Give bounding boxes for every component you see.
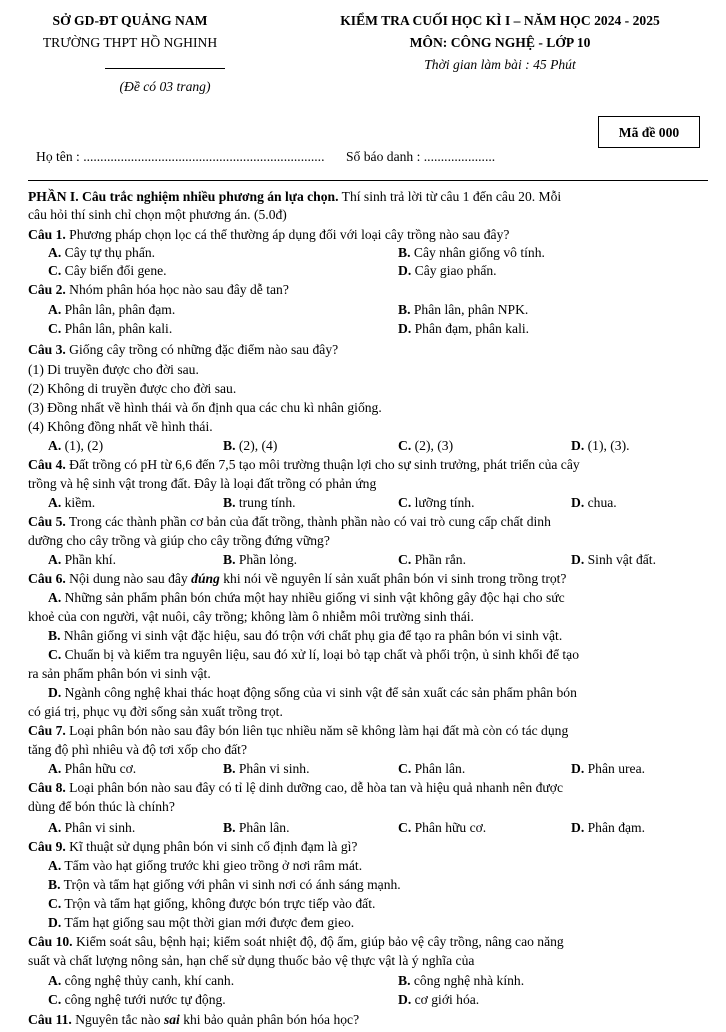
school-name: TRƯỜNG THPT HỒ NGHINH: [42, 35, 218, 50]
question-number: Câu 1.: [28, 227, 66, 242]
option-a: A. Phân lân, phân đạm.: [48, 302, 176, 317]
emphasis-word: đúng: [191, 571, 220, 586]
option-a: A. (1), (2): [48, 438, 104, 453]
question-number: Câu 3.: [28, 342, 66, 357]
option-a: A. Tẩm vào hạt giống trước khi gieo trồng ở nơi râm mát.: [48, 858, 363, 873]
student-id-field: Số báo danh : .....................: [346, 149, 496, 164]
exam-code-box: [598, 116, 700, 148]
subject-title: MÔN: CÔNG NGHỆ - LỚP 10: [409, 35, 591, 50]
statement-4: (4) Không đồng nhất về hình thái.: [28, 419, 213, 434]
option-d: D. Ngành công nghệ khai thác hoạt động sống của vi sinh vật để sản xuất các sản phẩm phân bón: [48, 685, 577, 700]
question-9: [28, 838, 708, 855]
option-d: D. Cây giao phấn.: [398, 263, 497, 278]
question-7: [28, 722, 708, 739]
option-c: C. Phần rắn.: [398, 552, 466, 567]
question-4-line2: trồng và hệ sinh vật trong đất. Đây là loại đất trồng có phản ứng: [28, 476, 377, 491]
option-a: A. công nghệ thủy canh, khí canh.: [48, 973, 235, 988]
statement-2: (2) Không di truyền được cho đời sau.: [28, 381, 237, 396]
header-divider: [105, 68, 225, 69]
option-b: B. Phần lỏng.: [223, 552, 298, 567]
option-b: B. trung tính.: [223, 495, 296, 510]
question-number: Câu 7.: [28, 723, 66, 738]
question-text: Đất trồng có pH từ 6,6 đến 7,5 tạo môi trường thuận lợi cho sự sinh trưởng, phát triển của cây: [65, 457, 580, 472]
option-c: C. Phân lân.: [398, 761, 466, 776]
student-name-field: Họ tên : .......................................................................: [36, 149, 325, 164]
option-b: B. Nhân giống vi sinh vật đặc hiệu, sau đó trộn với chất phụ gia để tạo ra phân bón vi sinh vật.: [48, 628, 563, 643]
question-3: [28, 341, 708, 358]
part1-heading: [28, 188, 708, 205]
option-a: A. kiềm.: [48, 495, 96, 510]
question-text: Giống cây trồng có những đặc điểm nào sau đây?: [65, 342, 339, 357]
question-5: [28, 513, 708, 530]
question-text: Kĩ thuật sử dụng phân bón vi sinh cố định đạm là gì?: [65, 839, 358, 854]
option-a: A. Cây tự thụ phấn.: [48, 245, 156, 260]
question-number: Câu 5.: [28, 514, 66, 529]
option-a: A. Phần khí.: [48, 552, 116, 567]
option-c-line2: ra sản phẩm phân bón vi sinh vật.: [28, 666, 211, 681]
statement-1: (1) Di truyền được cho đời sau.: [28, 362, 199, 377]
option-b: B. Trộn và tẩm hạt giống với phân vi sinh nơi có ánh sáng mạnh.: [48, 877, 401, 892]
question-6: Câu 6. Nội dung nào sau đây đúng khi nói về nguyên lí sản xuất phân bón vi sinh trong trồng trọt?: [28, 571, 567, 586]
option-c: C. lưỡng tính.: [398, 495, 475, 510]
option-d: D. chua.: [571, 495, 617, 510]
statement-3: (3) Đồng nhất về hình thái và ổn định qua các chu kì nhân giống.: [28, 400, 382, 415]
option-b: B. Phân vi sinh.: [223, 761, 310, 776]
option-b: B. Phân lân.: [223, 820, 290, 835]
question-number: Câu 11.: [28, 1012, 72, 1027]
option-c: C. công nghệ tưới nước tự động.: [48, 992, 226, 1007]
option-a: A. Phân hữu cơ.: [48, 761, 137, 776]
page-count-note: (Đề có 03 trang): [119, 79, 211, 94]
option-c: C. Phân lân, phân kali.: [48, 321, 173, 336]
option-a: A. Phân vi sinh.: [48, 820, 136, 835]
option-d: D. cơ giới hóa.: [398, 992, 480, 1007]
question-text: Trong các thành phần cơ bản của đất trồng, thành phần nào có vai trò cung cấp chất dinh: [65, 514, 551, 529]
option-d: D. Phân urea.: [571, 761, 646, 776]
question-text: Loại phân bón nào sau đây có tỉ lệ dinh dưỡng cao, dễ hòa tan và hiệu quả nhanh nên được: [65, 780, 563, 795]
part1-instruction: Thí sinh trả lời từ câu 1 đến câu 20. Mỗi: [338, 189, 562, 204]
option-b: B. (2), (4): [223, 438, 278, 453]
question-2: [28, 281, 708, 298]
option-c: C. Chuẩn bị và kiểm tra nguyên liệu, sau đó xử lí, loại bỏ tạp chất và phối trộn, ủ sinh khối để tạo: [48, 647, 580, 662]
option-d: D. Sinh vật đất.: [571, 552, 656, 567]
question-number: Câu 4.: [28, 457, 66, 472]
option-d: D. Phân đạm.: [571, 820, 646, 835]
question-text: Phương pháp chọn lọc cá thể thường áp dụng đối với loại cây trồng nào sau đây?: [65, 227, 510, 242]
option-d: D. Phân đạm, phân kali.: [398, 321, 530, 336]
emphasis-word: sai: [163, 1012, 180, 1027]
question-10: [28, 933, 708, 950]
question-8-line2: dùng để bón thúc là chính?: [28, 799, 175, 814]
question-5-line2: dưỡng cho cây trồng và giúp cho cây trồng đứng vững?: [28, 533, 330, 548]
question-text: Nhóm phân hóa học nào sau đây dễ tan?: [65, 282, 289, 297]
question-number: Câu 10.: [28, 934, 73, 949]
question-number: Câu 2.: [28, 282, 66, 297]
time-limit: Thời gian làm bài : 45 Phút: [424, 57, 576, 72]
option-b: B. công nghệ nhà kính.: [398, 973, 525, 988]
question-8: [28, 779, 708, 796]
option-c: C. Cây biến đổi gene.: [48, 263, 167, 278]
question-text: Kiểm soát sâu, bệnh hại; kiểm soát nhiệt độ, độ ẩm, giúp bảo vệ cây trồng, nâng cao năng: [72, 934, 564, 949]
option-c: C. Phân hữu cơ.: [398, 820, 487, 835]
option-d-line2: có giá trị, phục vụ đời sống sản xuất trồng trọt.: [28, 704, 283, 719]
question-4: [28, 456, 708, 473]
question-number: Câu 6.: [28, 571, 66, 586]
exam-code: Mã đề 000: [618, 124, 680, 140]
option-d: D. Tẩm hạt giống sau một thời gian mới được đem gieo.: [48, 915, 355, 930]
department-name: SỞ GD-ĐT QUẢNG NAM: [52, 13, 208, 28]
part1-title: PHẦN I. Câu trắc nghiệm nhiều phương án lựa chọn.: [28, 189, 339, 204]
question-11: Câu 11. Nguyên tắc nào sai khi bảo quản phân bón hóa học?: [28, 1012, 360, 1027]
question-7-line2: tăng độ phì nhiêu và độ tơi xốp cho đất?: [28, 742, 247, 757]
question-text: Loại phân bón nào sau đây bón liên tục nhiều năm sẽ không làm hại đất mà còn có tác dụng: [65, 723, 569, 738]
option-a-line2: khoẻ của con người, vật nuôi, cây trồng; không làm ô nhiễm môi trường sinh thái.: [28, 609, 474, 624]
option-b: B. Cây nhân giống vô tính.: [398, 245, 545, 260]
option-d: D. (1), (3).: [571, 438, 630, 453]
exam-title: KIỂM TRA CUỐI HỌC KÌ I – NĂM HỌC 2024 - 2025: [340, 13, 660, 28]
section-divider: [28, 180, 708, 181]
part1-instruction-line2: câu hỏi thí sinh chỉ chọn một phương án. (5.0đ): [28, 207, 287, 222]
option-a: A. Những sản phẩm phân bón chứa một hay nhiều giống vi sinh vật không gây độc hại cho sức: [48, 590, 565, 605]
question-number: Câu 9.: [28, 839, 66, 854]
question-number: Câu 8.: [28, 780, 66, 795]
option-c: C. (2), (3): [398, 438, 454, 453]
option-b: B. Phân lân, phân NPK.: [398, 302, 529, 317]
option-c: C. Trộn và tẩm hạt giống, không được bón trực tiếp vào đất.: [48, 896, 376, 911]
question-10-line2: suất và chất lượng nông sản, hạn chế sử dụng thuốc bảo vệ thực vật là ý nghĩa của: [28, 953, 475, 968]
question-1: [28, 226, 708, 243]
